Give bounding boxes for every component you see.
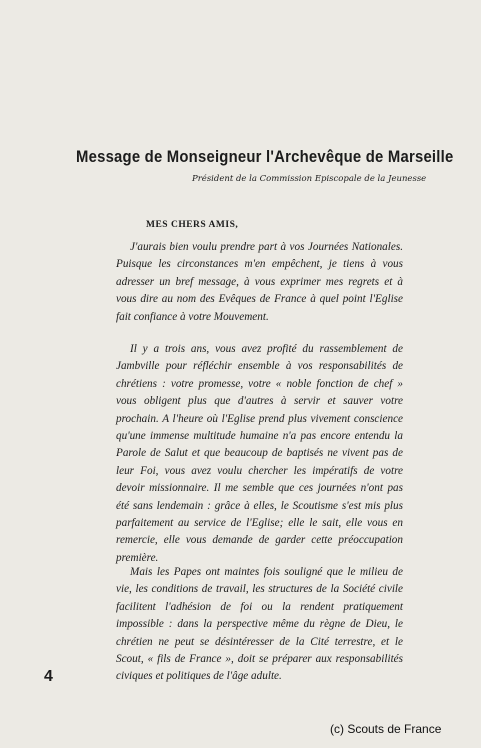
paragraph-1-text: J'aurais bien voulu prendre part à vos Journées Nationales. Puisque les circonstances m'en empêchent, je tiens à vous adresser un bref message, à vous exprimer mes regrets et à vous dire au nom des Evêques de France à quel point l'Eglise fait confiance à votre Mouvement. (116, 241, 403, 323)
page-number: 4 (44, 668, 53, 685)
salutation: MES CHERS AMIS, (146, 220, 239, 230)
paragraph-3 (116, 564, 403, 686)
paragraph-1 (116, 239, 403, 326)
copyright-watermark: (c) Scouts de France (330, 722, 442, 736)
paragraph-2 (116, 341, 403, 567)
paragraph-3-text: Mais les Papes ont maintes fois souligné que le milieu de vie, les conditions de travail, les structures de la Société civile facilitent l'adhésion de foi ou la rendent pratiquement impossible : dans la perspective même du règne de Dieu, le chrétien ne peut se désintéresser de la Cité terrestre, et le Scout, « fils de France », doit se préparer aux responsabilités civiques et politiques de l'âge adulte. (116, 566, 403, 683)
page-title: Message de Monseigneur l'Archevêque de Marseille (76, 148, 454, 166)
paragraph-2-text: Il y a trois ans, vous avez profité du rassemblement de Jambville pour réfléchir ensemble à vos responsabilités de chrétiens : votre promesse, votre « noble fonction de chef » vous obligent plus que d'autres à servir et sauver votre prochain. A l'heure où l'Eglise prend plus vivement conscience qu'une immense multitude humaine n'a pas encore entendu la Parole de Salut et que beaucoup de baptisés ne vivent pas de leur Foi, vous avez voulu chercher les impératifs de votre devoir missionnaire. Il me semble que ces journées n'ont pas été sans lendemain : grâce à elles, le Scoutisme s'est mis plus parfaitement au service de l'Eglise; elle le sait, elle vous en remercie, elle vous demande de garder cette préoccupation première. (116, 343, 403, 564)
page-subtitle: Président de la Commission Episcopale de la Jeunesse (192, 174, 427, 184)
